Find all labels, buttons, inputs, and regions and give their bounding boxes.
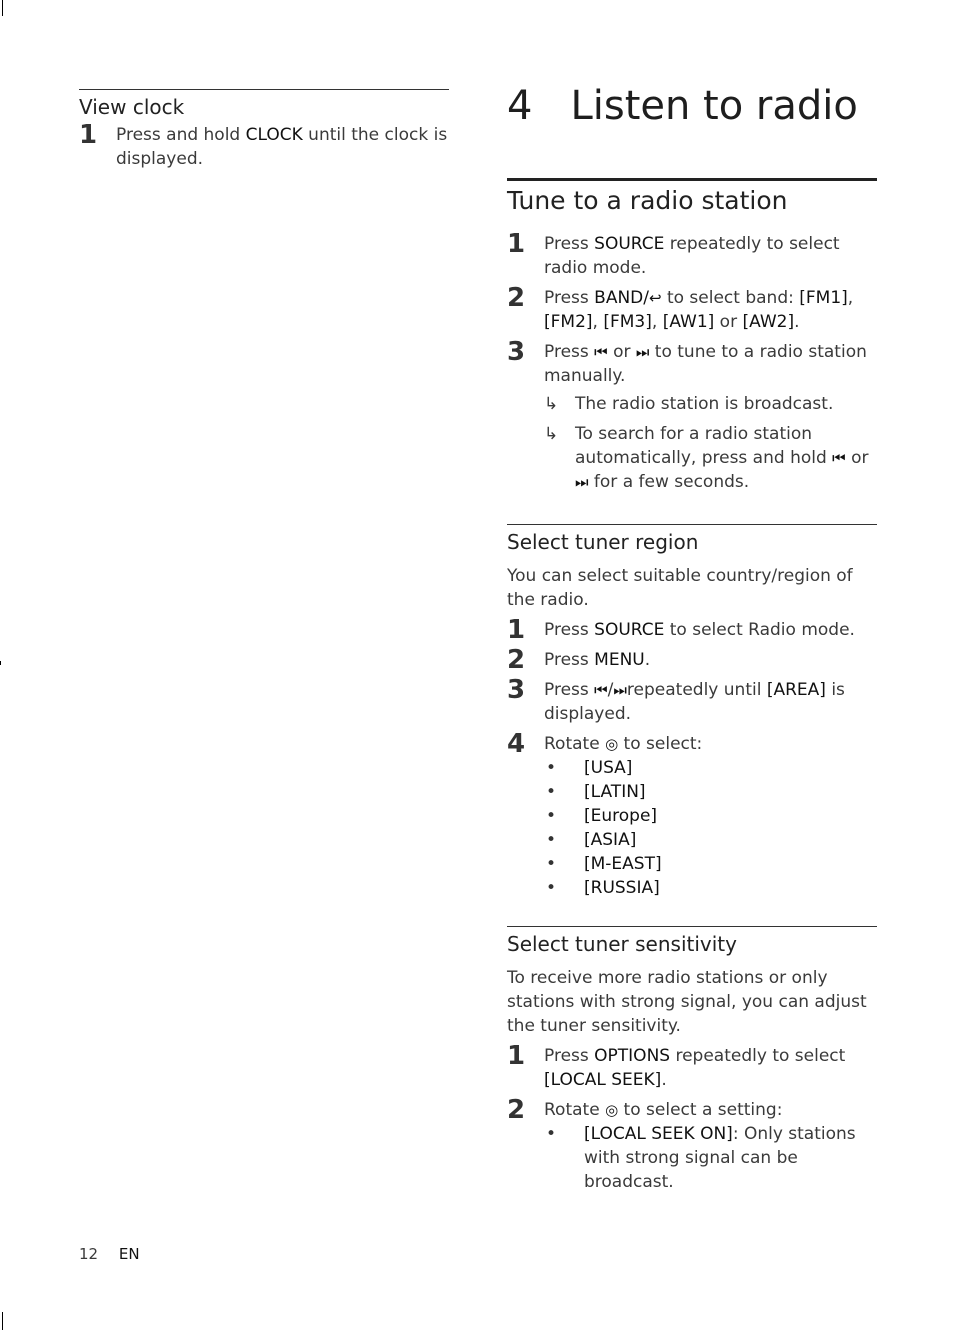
step-item xyxy=(507,645,877,675)
left-column xyxy=(79,89,449,171)
section-rule xyxy=(79,89,449,90)
previous-icon: ⏮ xyxy=(594,343,608,361)
next-icon: ⏭ xyxy=(575,473,589,491)
step-item xyxy=(507,615,877,645)
section-rule-thick xyxy=(507,178,877,181)
section-rule xyxy=(507,926,877,927)
page-number: 12 xyxy=(79,1245,99,1263)
bullet-icon: • xyxy=(546,830,557,850)
sensitivity-options-list xyxy=(544,1122,877,1194)
list-item: • [LATIN] xyxy=(546,782,646,802)
bullet-icon: • xyxy=(546,758,557,778)
step-text: Press ⏮/⏭repeatedly until [AREA] is displayed. xyxy=(544,680,845,724)
knob-icon: ◎ xyxy=(605,1101,619,1119)
step-number: 2 xyxy=(507,1095,526,1125)
step-item xyxy=(507,1095,877,1125)
list-item: • [ASIA] xyxy=(546,830,637,850)
chapter-title xyxy=(507,83,877,178)
sensitivity-heading: Select tuner sensitivity xyxy=(507,932,737,956)
view-clock-heading: View clock xyxy=(79,95,185,119)
list-item: • [Europe] xyxy=(546,806,658,826)
step-text: Press and hold CLOCK until the clock is displayed. xyxy=(116,125,448,169)
result-arrow-icon: ↳ xyxy=(544,424,559,444)
next-icon: ⏭ xyxy=(613,681,627,699)
step-number: 1 xyxy=(507,229,526,259)
step-item xyxy=(507,337,877,388)
result-item xyxy=(544,422,877,494)
step-item xyxy=(507,283,877,334)
step-number: 3 xyxy=(507,675,526,705)
step-text: Rotate ◎ to select: xyxy=(544,734,703,754)
page-footer xyxy=(79,1245,156,1263)
list-item: • [LOCAL SEEK ON]: Only stations with strong signal can be broadcast. xyxy=(546,1124,856,1192)
chapter-number: 4 xyxy=(507,83,533,129)
bullet-icon: • xyxy=(546,806,557,826)
step-item xyxy=(507,675,877,726)
chapter-text: Listen to radio xyxy=(570,83,858,129)
previous-icon: ⏮ xyxy=(832,449,846,467)
step-text: Press SOURCE repeatedly to select radio mode. xyxy=(544,234,840,278)
sensitivity-intro: To receive more radio stations or only stations with strong signal, you can adjust the tuner sensitivity. xyxy=(507,968,867,1036)
crop-mark-top xyxy=(2,0,3,16)
step-item xyxy=(79,120,449,171)
step-text: Press MENU. xyxy=(544,650,651,670)
step-number: 3 xyxy=(507,337,526,367)
knob-icon: ◎ xyxy=(605,735,619,753)
result-item xyxy=(544,392,877,416)
bullet-icon: • xyxy=(546,782,557,802)
previous-icon: ⏮ xyxy=(594,681,608,699)
result-arrow-icon: ↳ xyxy=(544,394,559,414)
language-code: EN xyxy=(118,1245,140,1263)
back-icon: ↩ xyxy=(648,289,662,307)
region-options-list xyxy=(544,756,877,900)
bullet-icon: • xyxy=(546,878,557,898)
step-number: 2 xyxy=(507,645,526,675)
step-number: 1 xyxy=(507,1041,526,1071)
list-item: • [USA] xyxy=(546,758,633,778)
tune-heading: Tune to a radio station xyxy=(507,186,788,215)
list-item: • [M-EAST] xyxy=(546,854,662,874)
step-text: Press BAND/↩ to select band: [FM1], [FM2], [FM3], [AW1] or [AW2]. xyxy=(544,288,854,332)
crop-mark-bottom xyxy=(2,1312,3,1330)
region-intro: You can select suitable country/region of the radio. xyxy=(507,566,853,610)
step-text: Rotate ◎ to select a setting: xyxy=(544,1100,783,1120)
step-text: Press ⏮ or ⏭ to tune to a radio station manually. xyxy=(544,342,867,386)
crop-mark-middle xyxy=(0,661,1,665)
step-item xyxy=(507,729,877,759)
step-number: 1 xyxy=(507,615,526,645)
section-rule xyxy=(507,524,877,525)
step-number: 1 xyxy=(79,120,98,150)
step-text: Press OPTIONS repeatedly to select [LOCAL SEEK]. xyxy=(544,1046,846,1090)
bullet-icon: • xyxy=(546,1124,557,1144)
key-clock: CLOCK xyxy=(245,125,303,145)
step-item xyxy=(507,1041,877,1092)
list-item: • [RUSSIA] xyxy=(546,878,660,898)
next-icon: ⏭ xyxy=(635,343,650,361)
step-text: Press SOURCE to select Radio mode. xyxy=(544,620,855,640)
result-text: The radio station is broadcast. xyxy=(575,394,834,414)
step-item xyxy=(507,229,877,280)
step-number: 4 xyxy=(507,729,526,759)
right-column xyxy=(507,80,877,1194)
region-heading: Select tuner region xyxy=(507,530,699,554)
step-number: 2 xyxy=(507,283,526,313)
bullet-icon: • xyxy=(546,854,557,874)
result-text: To search for a radio station automatically, press and hold ⏮ or ⏭ for a few seconds. xyxy=(575,424,869,492)
